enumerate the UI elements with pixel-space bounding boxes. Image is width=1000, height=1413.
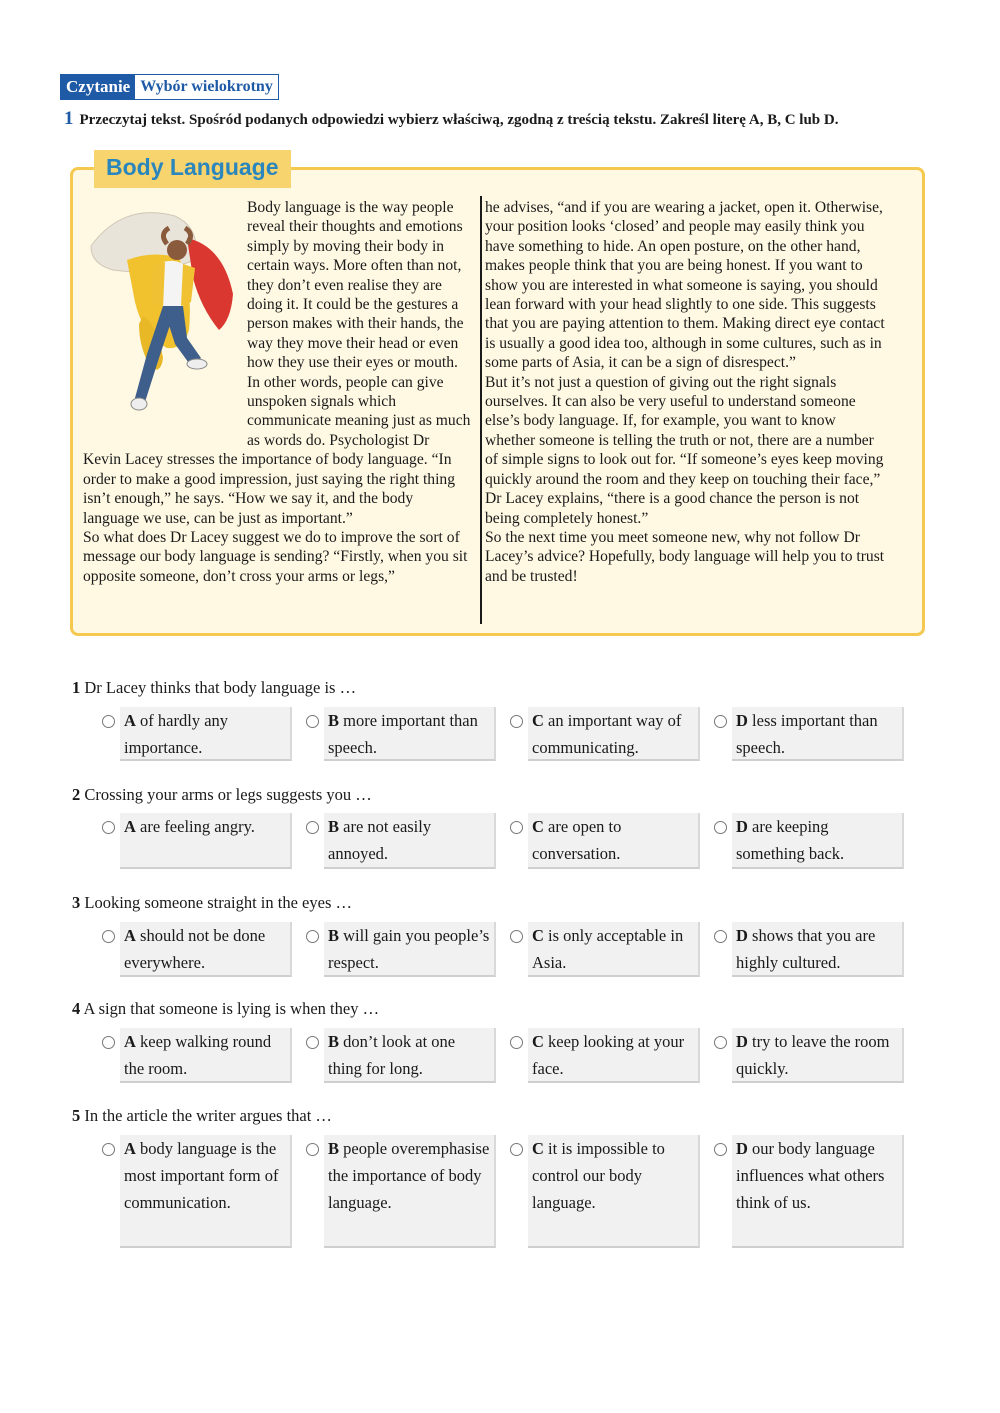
article-right-column (485, 198, 885, 586)
option-text: try to leave the room quickly. (736, 1032, 890, 1078)
article-paragraph: So the next time you meet someone new, why not follow Dr Lacey’s advice? Hopefully, body language will help you to trust and be trusted! (485, 528, 885, 585)
option-1b[interactable] (324, 707, 496, 761)
option-letter: B (328, 926, 340, 945)
option-4d[interactable] (732, 1028, 904, 1083)
option-text: people overemphasise the importance of body language. (328, 1139, 490, 1212)
option-4b[interactable] (324, 1028, 496, 1083)
option-1c[interactable] (528, 707, 700, 761)
option-text: are keeping something back. (736, 817, 845, 863)
article-left-column (83, 198, 471, 586)
option-letter: B (328, 1139, 340, 1158)
question-stem (72, 678, 356, 698)
option-text: body language is the most important form of communication. (124, 1139, 279, 1212)
option-letter: A (124, 1032, 136, 1051)
option-letter: D (736, 711, 748, 730)
option-text: is only acceptable in Asia. (532, 926, 684, 972)
question-number: 3 (72, 893, 81, 912)
task-number: 1 (64, 108, 74, 129)
section-label: Czytanie (61, 75, 135, 99)
option-text: an important way of communicating. (532, 711, 682, 757)
radio-button[interactable] (510, 1036, 523, 1049)
question-number: 4 (72, 999, 81, 1018)
radio-button[interactable] (102, 1036, 115, 1049)
option-text: will gain you people’s respect. (328, 926, 490, 972)
option-2c[interactable] (528, 813, 700, 869)
option-letter: C (532, 926, 544, 945)
radio-button[interactable] (510, 715, 523, 728)
option-text: shows that you are highly cultured. (736, 926, 876, 972)
option-4c[interactable] (528, 1028, 700, 1083)
option-letter: D (736, 1139, 748, 1158)
option-letter: A (124, 711, 136, 730)
radio-button[interactable] (714, 715, 727, 728)
radio-button[interactable] (102, 715, 115, 728)
column-divider (480, 196, 482, 624)
question-stem (72, 1106, 332, 1126)
task-text: Przeczytaj tekst. Spośród podanych odpowiedzi wybierz właściwą, zgodną z treścią tekstu. Zakreśl literę A, B, C lub D. (79, 112, 839, 128)
option-text: of hardly any importance. (124, 711, 229, 757)
man-with-pillows-photo (83, 198, 243, 450)
question-text: Crossing your arms or legs suggests you … (84, 785, 372, 804)
option-letter: D (736, 1032, 748, 1051)
option-letter: A (124, 926, 136, 945)
option-letter: B (328, 1032, 340, 1051)
question-number: 1 (72, 678, 81, 697)
radio-button[interactable] (306, 1036, 319, 1049)
task-instruction (64, 108, 964, 131)
option-4a[interactable] (120, 1028, 292, 1083)
option-text: don’t look at one thing for long. (328, 1032, 456, 1078)
option-text: are open to conversation. (532, 817, 622, 863)
option-5d[interactable] (732, 1135, 904, 1248)
radio-button[interactable] (306, 930, 319, 943)
option-3a[interactable] (120, 922, 292, 977)
option-3b[interactable] (324, 922, 496, 977)
question-text: In the article the writer argues that … (84, 1106, 332, 1125)
option-5c[interactable] (528, 1135, 700, 1248)
section-tag (60, 74, 279, 100)
question-number: 5 (72, 1106, 81, 1125)
option-3d[interactable] (732, 922, 904, 977)
option-text: keep looking at your face. (532, 1032, 685, 1078)
option-text: it is impossible to control our body language. (532, 1139, 665, 1212)
radio-button[interactable] (102, 821, 115, 834)
option-text: are not easily annoyed. (328, 817, 432, 863)
radio-button[interactable] (306, 715, 319, 728)
option-text: should not be done everywhere. (124, 926, 266, 972)
radio-button[interactable] (510, 1143, 523, 1156)
radio-button[interactable] (714, 930, 727, 943)
article-paragraph: he advises, “and if you are wearing a jacket, open it. Otherwise, your position looks ‘closed’ and people may easily think you have something to hide. An open posture, on the other hand, makes people think that you are being honest. If you want to show you are interested in what someone is saying, you should lean forward with your head slightly to one side. This suggests that you are paying attention to them. Making direct eye contact is usually a good idea too, although in some cultures, such as in some parts of Asia, it can be a sign of disrespect.” (485, 199, 885, 372)
question-stem (72, 893, 352, 913)
option-1d[interactable] (732, 707, 904, 761)
option-2a[interactable] (120, 813, 292, 869)
option-letter: C (532, 817, 544, 836)
option-5a[interactable] (120, 1135, 292, 1248)
radio-button[interactable] (714, 821, 727, 834)
question-number: 2 (72, 785, 81, 804)
question-stem (72, 785, 372, 805)
radio-button[interactable] (102, 1143, 115, 1156)
option-letter: A (124, 1139, 136, 1158)
option-text: more important than speech. (328, 711, 478, 757)
question-text: Dr Lacey thinks that body language is … (84, 678, 357, 697)
option-2d[interactable] (732, 813, 904, 869)
option-2b[interactable] (324, 813, 496, 869)
option-text: less important than speech. (736, 711, 878, 757)
option-text: keep walking round the room. (124, 1032, 272, 1078)
option-5b[interactable] (324, 1135, 496, 1248)
option-1a[interactable] (120, 707, 292, 761)
option-letter: B (328, 711, 340, 730)
option-text: are feeling angry. (140, 817, 255, 836)
article-paragraph: Body language is the way people reveal their thoughts and emotions simply by moving their body in certain ways. More often than not, they don’t even realise they are doing it. It could be the gestures a person makes with their hands, the way they move their head or even how they use their eyes or mouth. In other words, people can give unspoken signals which communicate meaning just as much as words do. Psychologist Dr Kevin Lacey stresses the importance of body language. “In order to make a good impression, just saying the right thing isn’t enough,” he says. “How we say it, and the body language we use, can be just as important.” (83, 199, 471, 527)
section-type: Wybór wielokrotny (135, 75, 278, 99)
radio-button[interactable] (510, 821, 523, 834)
option-letter: D (736, 926, 748, 945)
option-text: our body language influences what others think of us. (736, 1139, 885, 1212)
question-text: Looking someone straight in the eyes … (84, 893, 352, 912)
radio-button[interactable] (510, 930, 523, 943)
radio-button[interactable] (714, 1143, 727, 1156)
option-3c[interactable] (528, 922, 700, 977)
option-letter: A (124, 817, 136, 836)
option-letter: D (736, 817, 748, 836)
question-stem (72, 999, 379, 1019)
article-paragraph: But it’s not just a question of giving out the right signals ourselves. It can also be very useful to understand someone else’s body language. If, for example, you want to know whether someone is telling the truth or not, there are a number of simple signs to look out for. “If someone’s eyes keep moving quickly around the room and they keep on touching their face,” Dr Lacey explains, “there is a good chance the person is not being completely honest.” (485, 373, 884, 527)
option-letter: B (328, 817, 340, 836)
option-letter: C (532, 1032, 544, 1051)
option-letter: C (532, 1139, 544, 1158)
question-text: A sign that someone is lying is when they … (83, 999, 380, 1018)
radio-button[interactable] (102, 930, 115, 943)
radio-button[interactable] (306, 821, 319, 834)
radio-button[interactable] (714, 1036, 727, 1049)
article-paragraph: So what does Dr Lacey suggest we do to improve the sort of message our body language is sending? “Firstly, when you sit opposite someone, don’t cross your arms or legs,” (83, 528, 468, 585)
option-letter: C (532, 711, 544, 730)
article-title: Body Language (94, 150, 291, 188)
radio-button[interactable] (306, 1143, 319, 1156)
